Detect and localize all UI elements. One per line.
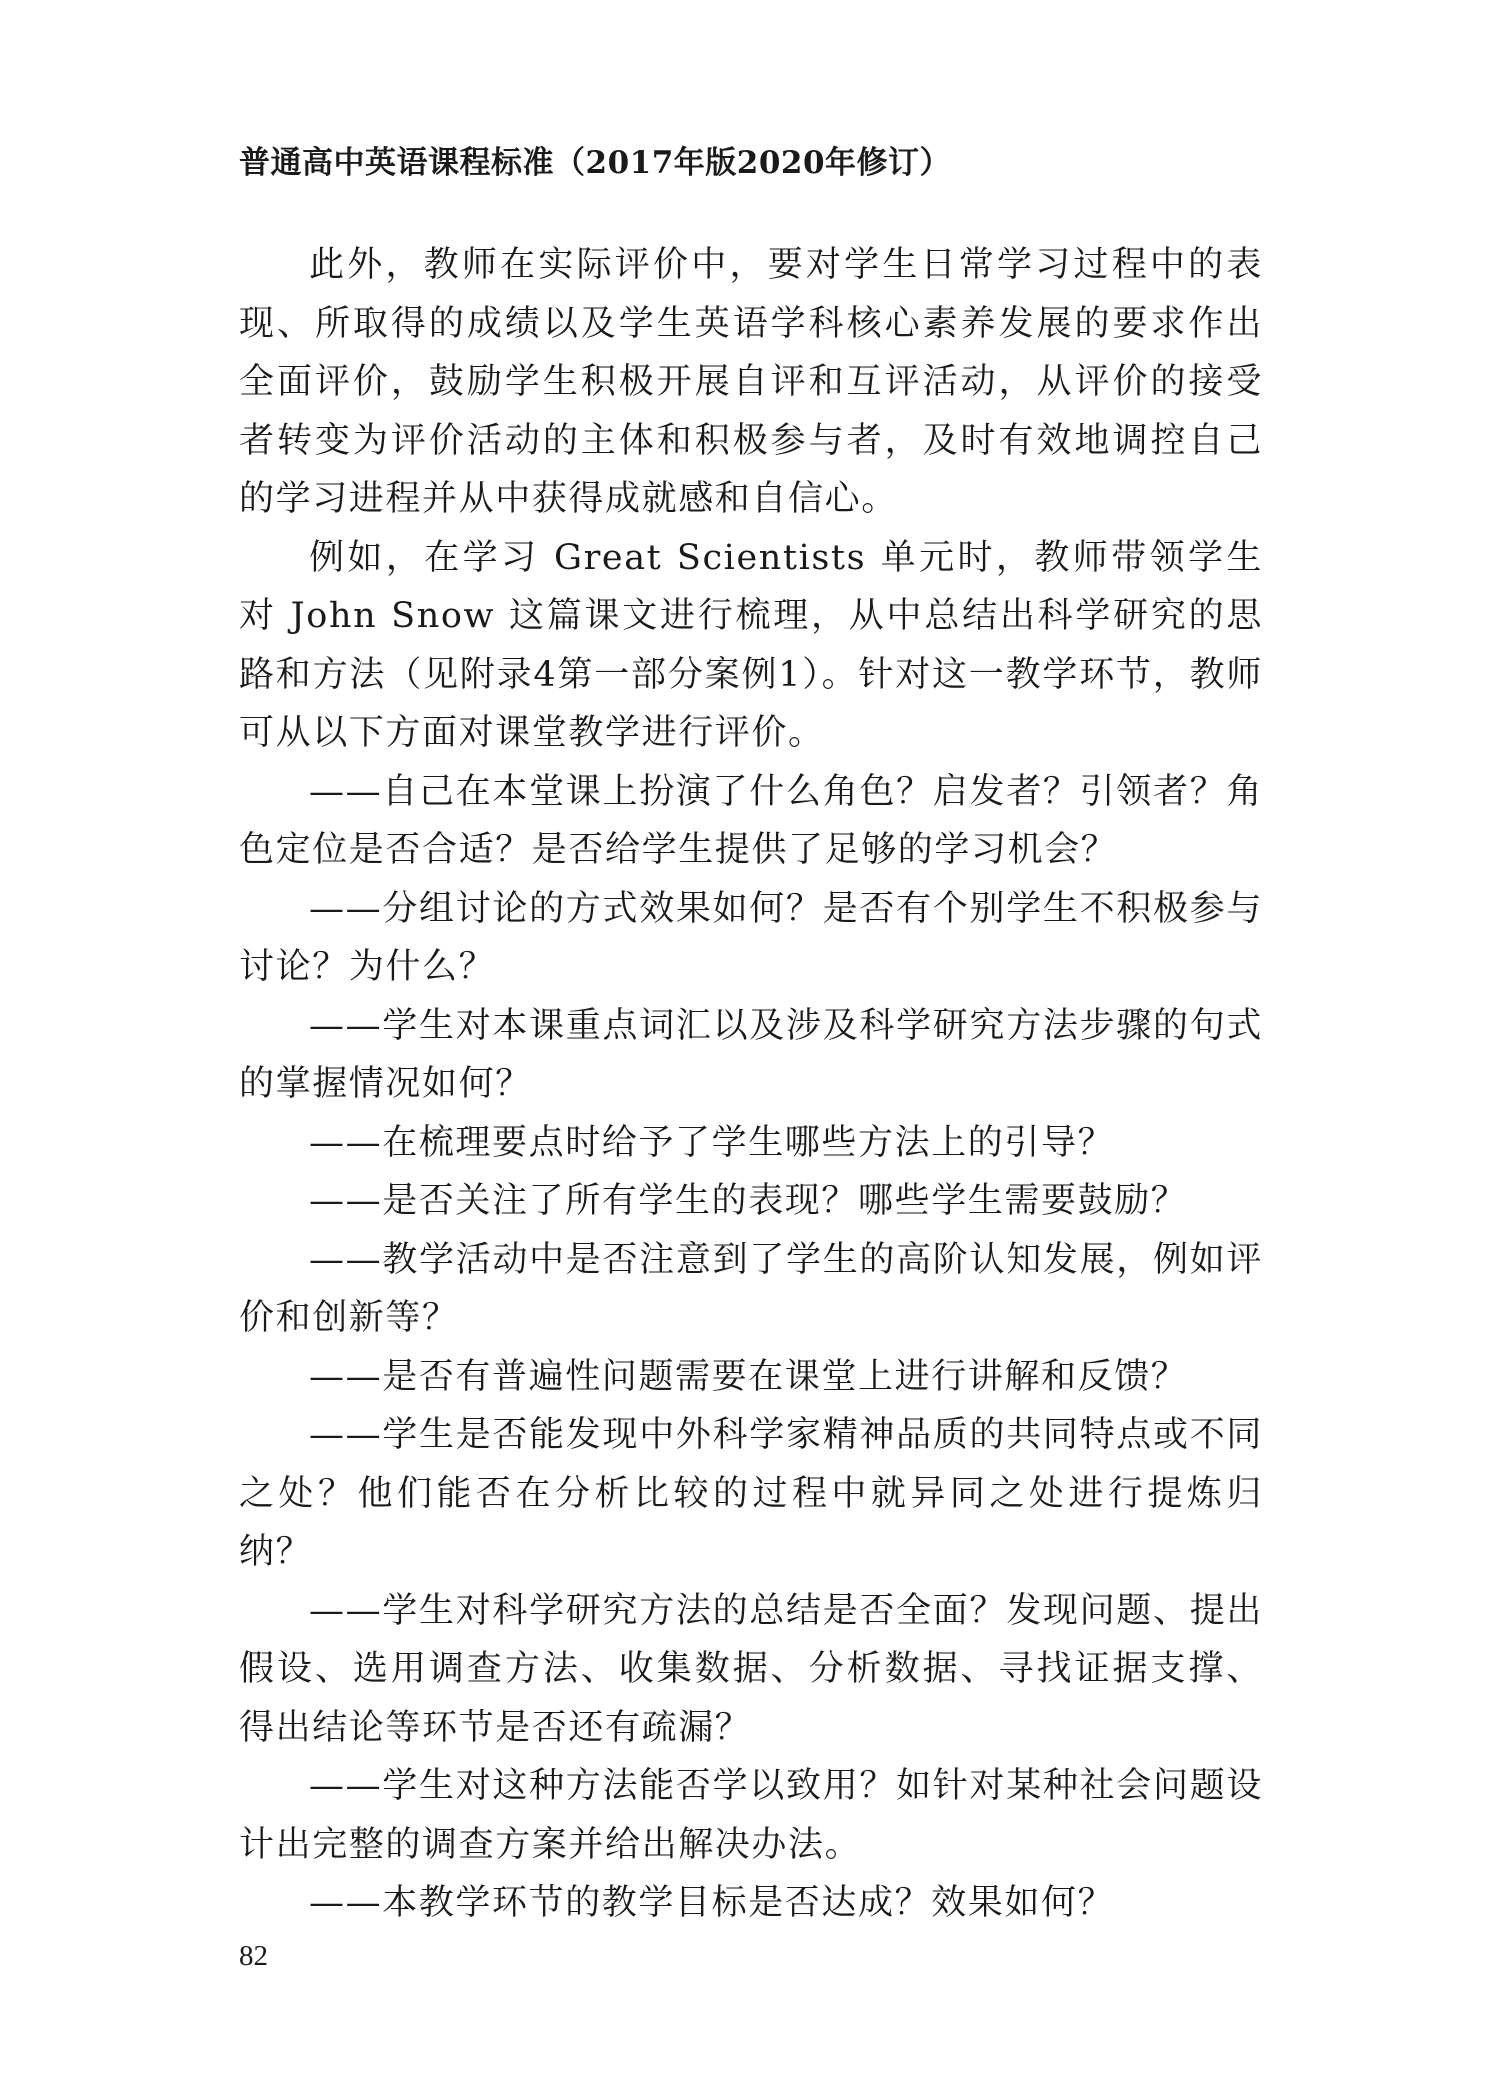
question-item: ——学生对本课重点词汇以及涉及科学研究方法步骤的句式的掌握情况如何？: [239, 1005, 1263, 1104]
page-number: 82: [239, 1940, 268, 1972]
question-item: ——学生对科学研究方法的总结是否全面？发现问题、提出假设、选用调查方法、收集数据、分析数据、寻找证据支撑、得出结论等环节是否还有疏漏？: [239, 1590, 1263, 1748]
question-item: ——自己在本堂课上扮演了什么角色？启发者？引领者？角色定位是否合适？是否给学生提供了足够的学习机会？: [239, 771, 1263, 870]
body-text: [239, 236, 1263, 1933]
question-item: ——学生对这种方法能否学以致用？如针对某种社会问题设计出完整的调查方案并给出解决办法。: [239, 1766, 1263, 1865]
running-header: 普通高中英语课程标准（2017年版2020年修订）: [239, 145, 952, 181]
paragraph-example: 例如，在学习 Great Scientists 单元时，教师带领学生对 John Snow 这篇课文进行梳理，从中总结出科学研究的思路和方法（见附录4第一部分案例1）。针对这一教学环节，教师可从以下方面对课堂教学进行评价。: [239, 537, 1263, 753]
question-item: ——分组讨论的方式效果如何？是否有个别学生不积极参与讨论？为什么？: [239, 888, 1263, 987]
question-item: ——在梳理要点时给予了学生哪些方法上的引导？: [309, 1122, 1115, 1163]
question-item: ——本教学环节的教学目标是否达成？效果如何？: [309, 1883, 1115, 1923]
question-item: ——是否有普遍性问题需要在课堂上进行讲解和反馈？: [309, 1356, 1188, 1397]
question-item: ——学生是否能发现中外科学家精神品质的共同特点或不同之处？他们能否在分析比较的过程中就异同之处进行提炼归纳？: [239, 1415, 1263, 1572]
question-item: ——是否关注了所有学生的表现？哪些学生需要鼓励？: [309, 1181, 1188, 1221]
paragraph-intro: 此外，教师在实际评价中，要对学生日常学习过程中的表现、所取得的成绩以及学生英语学科核心素养发展的要求作出全面评价，鼓励学生积极开展自评和互评活动，从评价的接受者转变为评价活动的主体和积极参与者，及时有效地调控自己的学习进程并从中获得成就感和自信心。: [239, 245, 1263, 519]
question-item: ——教学活动中是否注意到了学生的高阶认知发展，例如评价和创新等？: [239, 1239, 1263, 1338]
